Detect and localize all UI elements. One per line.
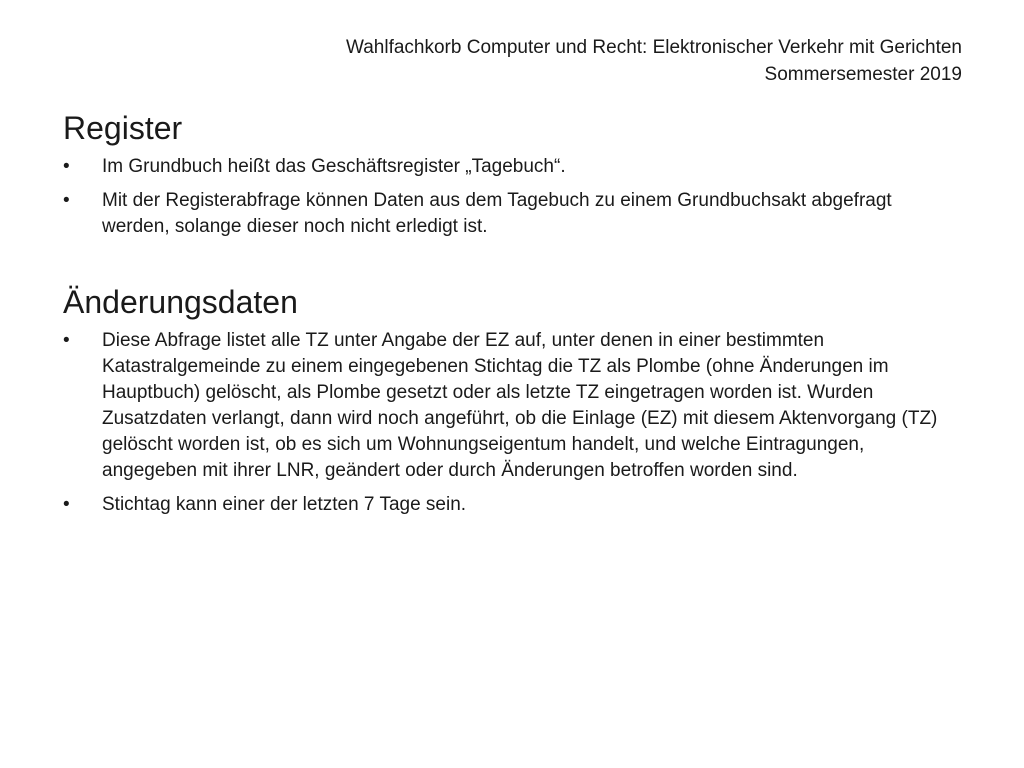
bullet-item [63,188,963,240]
section-register [63,108,963,248]
section-heading: Änderungsdaten [63,284,298,320]
bullet-list [63,154,963,240]
section-aenderungsdaten [63,282,963,526]
bullet-icon: • [63,494,70,515]
bullet-item [63,492,963,518]
course-title: Wahlfachkorb Computer und Recht: Elektronischer Verkehr mit Gerichten [345,37,962,58]
bullet-text: Stichtag kann einer der letzten 7 Tage sein. [102,494,467,515]
bullet-text: Mit der Registerabfrage können Daten aus dem Tagebuch zu einem Grundbuchsakt abgefragt werden, solange dieser noch nicht erledigt ist. [102,190,892,237]
semester-label: Sommersemester 2019 [764,64,962,85]
slide-header [62,34,962,88]
bullet-text: Im Grundbuch heißt das Geschäftsregister „Tagebuch“. [102,156,566,177]
bullet-text: Diese Abfrage listet alle TZ unter Angabe der EZ auf, unter denen in einer bestimmten Katastralgemeinde zu einem eingegebenen Stichtag die TZ als Plombe (ohne Änderungen im Hauptbuch) gelöscht, als Plombe gesetzt oder als letzte TZ eingetragen worden ist. Wurden Zusatzdaten verlangt, dann wird noch angeführt, ob die Einlage (EZ) mit diesem Aktenvorgang (TZ) gelöscht worden ist, ob es sich um Wohnungseigentum handelt, und welche Eintragungen, angegeben mit ihrer LNR, geändert oder durch Änderungen betroffen worden sind. [102,330,938,481]
bullet-icon: • [63,330,70,351]
bullet-item [63,154,963,180]
bullet-item [63,328,963,484]
bullet-icon: • [63,156,70,177]
bullet-icon: • [63,190,70,211]
section-heading: Register [63,110,183,146]
bullet-list [63,328,963,518]
